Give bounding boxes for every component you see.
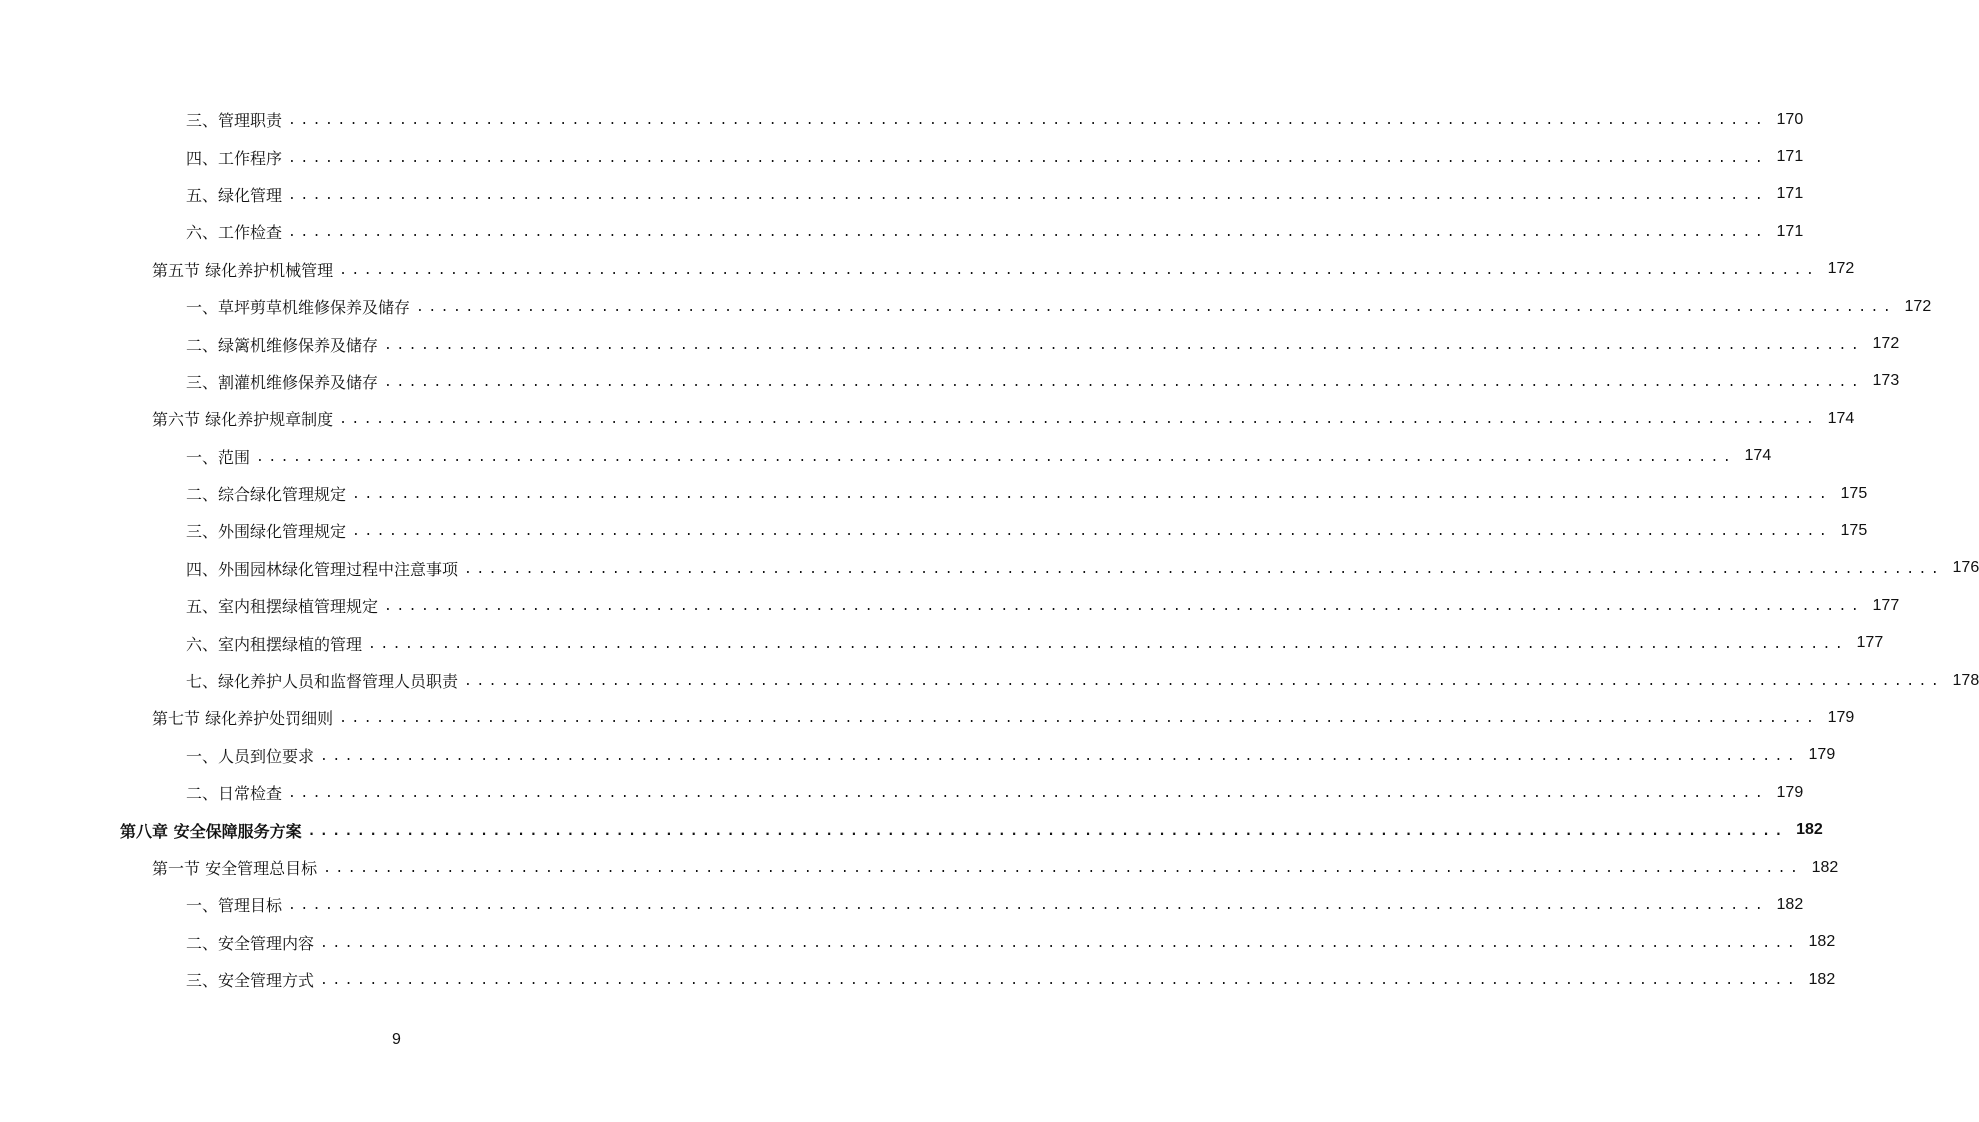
toc-entry-label: 三、管理职责 — [186, 111, 283, 131]
toc-entry-label: 二、日常检查 — [186, 784, 283, 804]
toc-entry-page: 177 — [1856, 634, 1884, 652]
toc-entry-label: 第七节 绿化养护处罚细则 — [152, 709, 334, 729]
toc-entry-page: 182 — [1811, 858, 1839, 876]
dot-leader: ........................................................................................................................ — [320, 973, 1800, 989]
toc-section-entry[interactable] — [0, 251, 1855, 288]
toc-entry[interactable] — [0, 550, 1979, 587]
toc-entry-label: 三、安全管理方式 — [186, 971, 315, 991]
toc-entry[interactable] — [0, 363, 1900, 400]
dot-leader: ........................................................................................................................ — [288, 113, 1768, 129]
toc-entry[interactable] — [0, 325, 1900, 362]
toc-entry-page: 172 — [1872, 335, 1900, 353]
toc-entry-label: 六、工作检查 — [186, 223, 283, 243]
toc-entry[interactable] — [0, 176, 1804, 213]
page-number: 9 — [392, 1031, 401, 1048]
toc-entry-label: 一、范围 — [186, 447, 251, 467]
dot-leader: ........................................................................................................................ — [323, 861, 1803, 876]
toc-entry[interactable] — [0, 886, 1804, 923]
toc-entry[interactable] — [0, 138, 1804, 175]
toc-entry[interactable] — [0, 961, 1836, 998]
toc-entry[interactable] — [0, 774, 1804, 811]
toc-entry[interactable] — [0, 288, 1932, 325]
toc-entry-label: 三、割灌机维修保养及储存 — [186, 372, 379, 392]
toc-entry-label: 第八章 安全保障服务方案 — [120, 821, 302, 841]
toc-entry-page: 171 — [1776, 222, 1804, 240]
toc-entry[interactable] — [0, 213, 1804, 250]
toc-entry[interactable] — [0, 587, 1900, 624]
toc-entry-page: 178 — [1952, 671, 1979, 689]
toc-entry-page: 172 — [1904, 297, 1932, 315]
toc-entry[interactable] — [0, 512, 1868, 549]
toc-entry-page: 170 — [1776, 110, 1804, 128]
toc-entry-page: 175 — [1840, 484, 1868, 502]
toc-entry-label: 第五节 绿化养护机械管理 — [152, 260, 334, 280]
toc-section-entry[interactable] — [0, 849, 1839, 886]
toc-entry-label: 七、绿化养护人员和监督管理人员职责 — [186, 672, 459, 692]
dot-leader: ........................................................................................................................ — [464, 674, 1944, 690]
toc-entry-page: 182 — [1776, 895, 1804, 913]
toc-entry[interactable] — [0, 737, 1836, 774]
toc-entry-label: 第一节 安全管理总目标 — [152, 859, 318, 878]
toc-entry-label: 第六节 绿化养护规章制度 — [152, 410, 334, 430]
toc-entry[interactable] — [0, 438, 1772, 475]
dot-leader: ........................................................................................................................ — [384, 337, 1864, 353]
toc-entry-page: 179 — [1827, 708, 1855, 726]
toc-entry-label: 一、管理目标 — [186, 896, 283, 916]
toc-entry-page: 179 — [1776, 783, 1804, 801]
toc-entry-label: 四、外围园林绿化管理过程中注意事项 — [186, 559, 459, 579]
dot-leader: ........................................................................................................................ — [416, 300, 1896, 316]
toc-entry-page: 179 — [1808, 746, 1836, 764]
toc-entry-label: 五、室内租摆绿植管理规定 — [186, 597, 379, 617]
toc-entry-page: 171 — [1776, 185, 1804, 203]
dot-leader: ........................................................................................................................ — [307, 823, 1787, 839]
dot-leader: ........................................................................................................................ — [288, 898, 1768, 914]
toc-entry-label: 六、室内租摆绿植的管理 — [186, 634, 363, 654]
toc-entry-label: 一、草坪剪草机维修保养及储存 — [186, 298, 411, 318]
toc-entry-page: 173 — [1872, 372, 1900, 390]
toc-entry-page: 175 — [1840, 521, 1868, 539]
toc-entry-label: 五、绿化管理 — [186, 185, 283, 205]
dot-leader: ........................................................................................................................ — [339, 262, 1819, 278]
toc-entry-page: 176 — [1952, 559, 1979, 577]
toc-section-entry[interactable] — [0, 400, 1855, 437]
toc-entry-page: 171 — [1776, 148, 1804, 166]
toc-entry-page: 182 — [1808, 933, 1836, 951]
table-of-contents — [0, 101, 1979, 998]
toc-entry[interactable] — [0, 475, 1868, 512]
toc-entry[interactable] — [0, 924, 1836, 961]
toc-section-entry[interactable] — [0, 699, 1855, 736]
dot-leader: ........................................................................................................................ — [288, 225, 1768, 241]
toc-entry-label: 二、综合绿化管理规定 — [186, 485, 347, 505]
toc-entry-page: 177 — [1872, 596, 1900, 614]
dot-leader: ........................................................................................................................ — [339, 412, 1819, 428]
toc-entry-page: 182 — [1808, 970, 1836, 988]
toc-entry[interactable] — [0, 662, 1979, 699]
dot-leader: ........................................................................................................................ — [288, 187, 1768, 203]
toc-entry-label: 二、绿篱机维修保养及储存 — [186, 335, 379, 355]
toc-entry-label: 三、外围绿化管理规定 — [186, 522, 347, 542]
toc-chapter-entry[interactable] — [0, 811, 1823, 848]
toc-entry[interactable] — [0, 624, 1884, 661]
dot-leader: ........................................................................................................................ — [320, 748, 1800, 764]
toc-entry-page: 182 — [1796, 821, 1823, 839]
toc-entry-label: 二、安全管理内容 — [186, 933, 315, 953]
dot-leader: ........................................................................................................................ — [464, 561, 1944, 577]
dot-leader: ........................................................................................................................ — [320, 935, 1800, 951]
dot-leader: ........................................................................................................................ — [352, 487, 1832, 503]
dot-leader: ........................................................................................................................ — [352, 524, 1832, 540]
dot-leader: ........................................................................................................................ — [384, 374, 1864, 390]
dot-leader: ........................................................................................................................ — [256, 449, 1736, 465]
toc-entry-label: 四、工作程序 — [186, 148, 283, 168]
dot-leader: ........................................................................................................................ — [368, 636, 1848, 652]
toc-entry-page: 174 — [1744, 447, 1772, 465]
dot-leader: ........................................................................................................................ — [339, 711, 1819, 727]
dot-leader: ........................................................................................................................ — [288, 786, 1768, 802]
toc-entry[interactable] — [0, 101, 1804, 138]
toc-entry-page: 172 — [1827, 260, 1855, 278]
dot-leader: ........................................................................................................................ — [384, 599, 1864, 615]
toc-entry-page: 174 — [1827, 409, 1855, 427]
dot-leader: ........................................................................................................................ — [288, 150, 1768, 166]
toc-entry-label: 一、人员到位要求 — [186, 746, 315, 766]
